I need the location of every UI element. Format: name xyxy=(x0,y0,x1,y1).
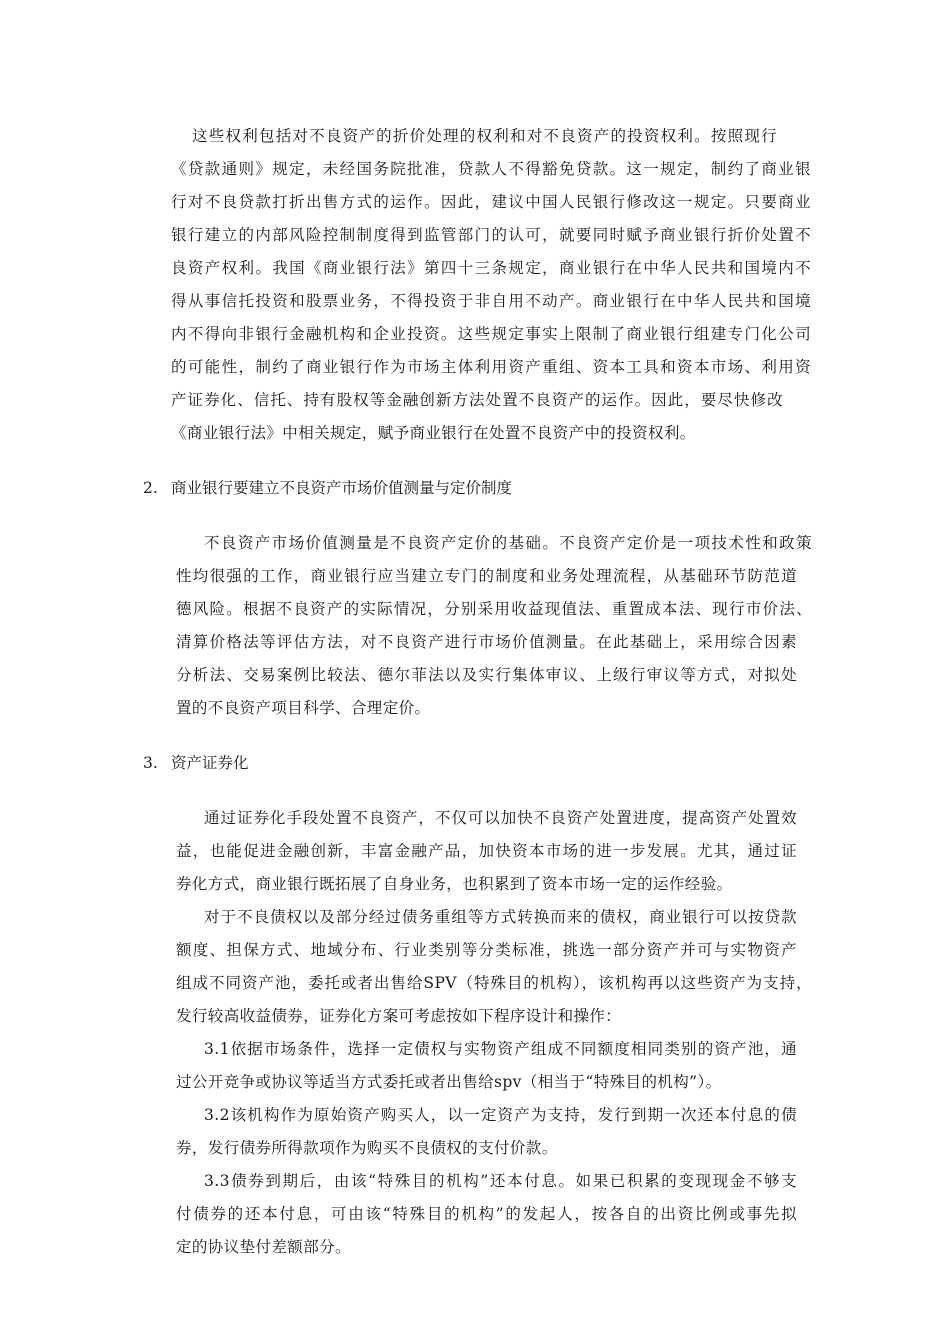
text-line: 不良资产市场价值测量是不良资产定价的基础。不良资产定价是一项技术性和政策 xyxy=(204,534,812,552)
text-line: 额度、担保方式、地域分布、行业类别等分类标准，挑选一部分资产并可与实物资产 xyxy=(176,941,797,959)
text-line: 清算价格法等评估方法，对不良资产进行市场价值测量。在此基础上，采用综合因素 xyxy=(176,633,797,651)
section-number: 2. xyxy=(143,479,158,497)
section-title: 商业银行要建立不良资产市场价值测量与定价制度 xyxy=(171,479,513,497)
text-line: 发行较高收益债券，证券化方案可考虑按如下程序设计和操作： xyxy=(176,1007,622,1025)
section-number: 3. xyxy=(143,754,158,772)
text-line: 组成不同资产池，委托或者出售给SPV（特殊目的机构），该机构再以这些资产为支持， xyxy=(176,974,812,992)
text-line: 这些权利包括对不良资产的折价处理的权利和对不良资产的投资权利。按照现行 xyxy=(192,127,777,145)
text-line: 过公开竞争或协议等适当方式委托或者出售给spv（相当于“特殊目的机构”）。 xyxy=(176,1073,722,1091)
text-line: 定的协议垫付差额部分。 xyxy=(176,1238,351,1256)
text-line: 券化方式，商业银行既拓展了自身业务，也积累到了资本市场一定的运作经验。 xyxy=(176,875,733,893)
text-line: 得从事信托投资和股票业务，不得投资于非自用不动产。商业银行在中华人民共和国境 xyxy=(171,292,811,310)
text-line: 对于不良债权以及部分经过债务重组等方式转换而来的债权，商业银行可以按贷款 xyxy=(204,908,797,926)
text-line: 置的不良资产项目科学、合理定价。 xyxy=(176,699,431,717)
text-line: 益，也能促进金融创新，丰富金融产品，加快资本市场的进一步发展。尤其，通过证 xyxy=(176,842,797,860)
text-line: 3.2该机构作为原始资产购买人，以一定资产为支持，发行到期一次还本付息的债 xyxy=(204,1106,797,1124)
text-line: 银行建立的内部风险控制制度得到监管部门的认可，就要同时赋予商业银行折价处置不 xyxy=(171,226,811,244)
text-line: 良资产权利。我国《商业银行法》第四十三条规定，商业银行在中华人民共和国境内不 xyxy=(171,259,811,277)
text-line: 付债券的还本付息，可由该“特殊目的机构”的发起人，按各自的出资比例或事先拟 xyxy=(176,1205,797,1223)
text-line: 的可能性，制约了商业银行作为市场主体利用资产重组、资本工具和资本市场、利用资 xyxy=(171,358,811,376)
text-line: 行对不良贷款打折出售方式的运作。因此，建议中国人民银行修改这一规定。只要商业 xyxy=(171,193,811,211)
text-line: 《商业银行法》中相关规定，赋予商业银行在处置不良资产中的投资权利。 xyxy=(171,424,696,442)
text-line: 《贷款通则》规定，未经国务院批准，贷款人不得豁免贷款。这一规定，制约了商业银 xyxy=(171,160,811,178)
text-line: 内不得向非银行金融机构和企业投资。这些规定事实上限制了商业银行组建专门化公司 xyxy=(171,325,811,343)
text-line: 3.1依据市场条件，选择一定债权与实物资产组成不同额度相同类别的资产池，通 xyxy=(204,1040,797,1058)
text-line: 通过证券化手段处置不良资产，不仅可以加快不良资产处置进度，提高资产处置效 xyxy=(204,809,797,827)
text-line: 分析法、交易案例比较法、德尔菲法以及实行集体审议、上级行审议等方式，对拟处 xyxy=(176,666,797,684)
text-line: 券，发行债券所得款项作为购买不良债权的支付价款。 xyxy=(176,1139,558,1157)
text-line: 产证券化、信托、持有股权等金融创新方法处置不良资产的运作。因此，要尽快修改 xyxy=(171,391,783,409)
text-line: 3.3债券到期后，由该“特殊目的机构”还本付息。如果已积累的变现现金不够支 xyxy=(204,1172,797,1190)
text-line: 德风险。根据不良资产的实际情况，分别采用收益现值法、重置成本法、现行市价法、 xyxy=(176,600,812,618)
section-title: 资产证券化 xyxy=(171,754,249,772)
text-line: 性均很强的工作，商业银行应当建立专门的制度和业务处理流程，从基础环节防范道 xyxy=(176,567,797,585)
